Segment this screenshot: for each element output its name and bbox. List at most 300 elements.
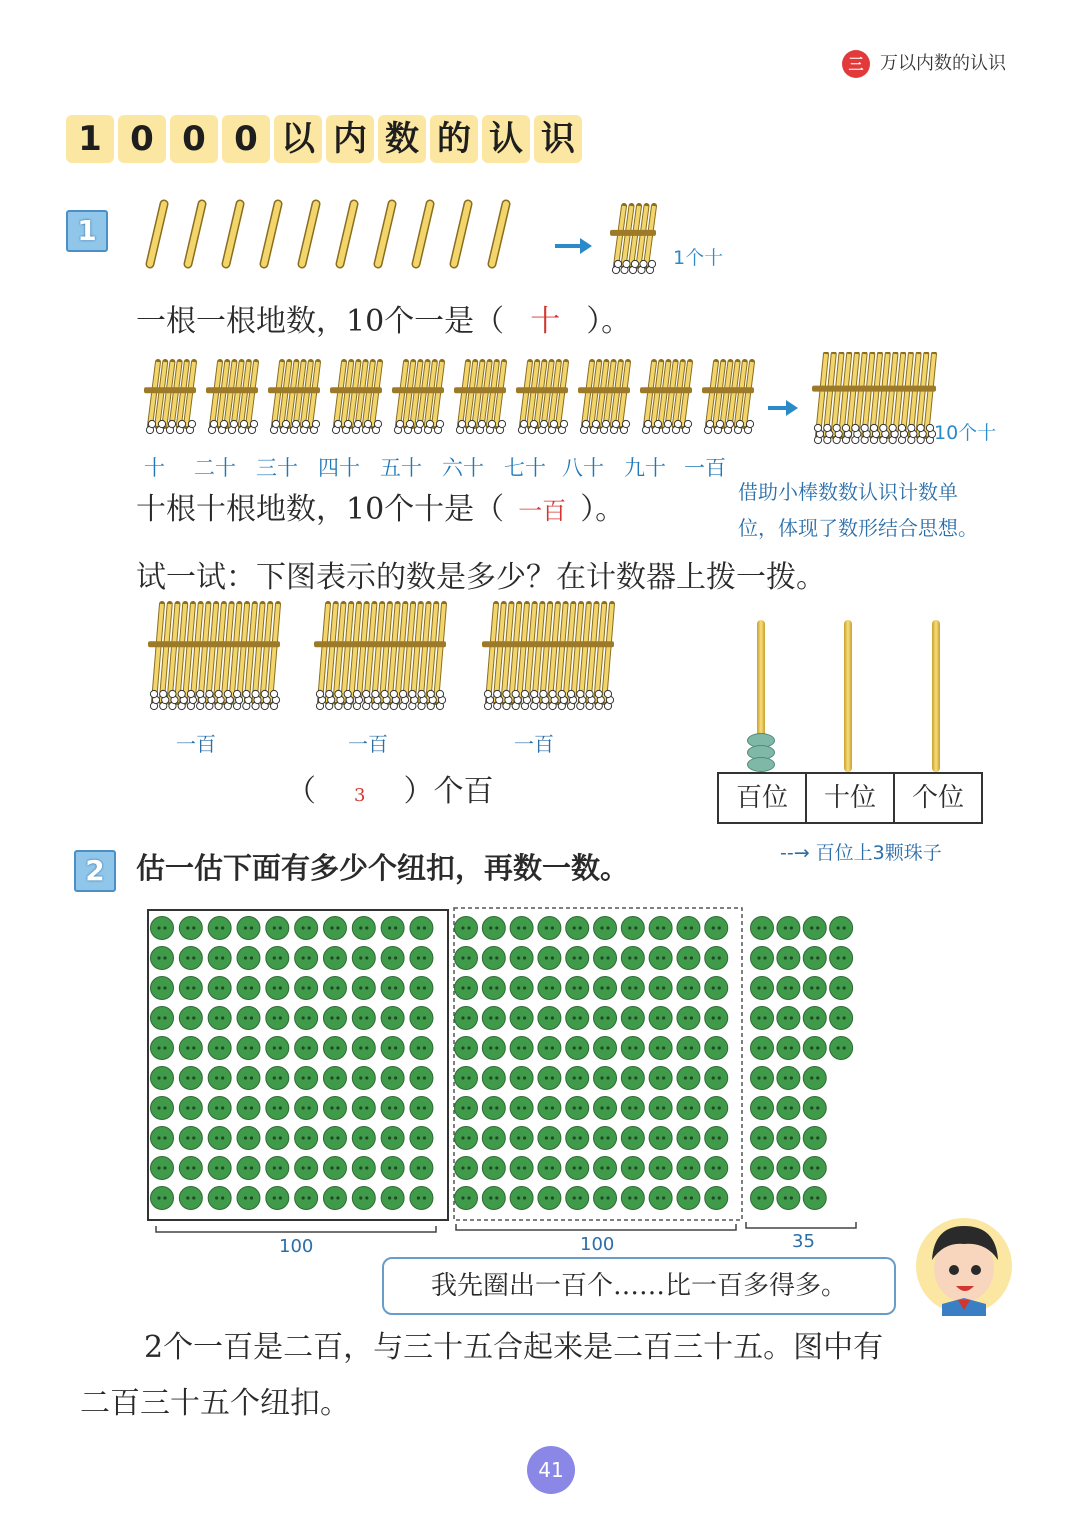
button-item	[830, 977, 853, 1000]
question-number-2: 2	[74, 850, 116, 892]
button-item	[208, 1007, 231, 1030]
button-item	[566, 1067, 589, 1090]
stick	[492, 204, 506, 264]
button-item	[751, 1127, 774, 1150]
button-item	[482, 917, 505, 940]
button-item	[538, 1187, 561, 1210]
sentence-text: ）。	[586, 304, 632, 339]
button-item	[677, 1067, 700, 1090]
button-item	[803, 1037, 826, 1060]
button-item	[803, 1007, 826, 1030]
button-item	[410, 1037, 433, 1060]
button-item	[705, 1007, 728, 1030]
button-item	[482, 1097, 505, 1120]
conclusion-line-1: 2个一百是二百，与三十五合起来是二百三十五。图中有	[144, 1330, 884, 1365]
button-item	[381, 1067, 404, 1090]
button-item	[677, 1037, 700, 1060]
bundles-row	[144, 362, 754, 434]
button-item	[266, 1037, 289, 1060]
button-item	[482, 977, 505, 1000]
button-item	[455, 947, 478, 970]
ten-bundle	[454, 362, 506, 434]
button-item	[208, 1097, 231, 1120]
child-avatar	[912, 1216, 1016, 1316]
button-item	[830, 1037, 853, 1060]
count-label: 七十	[504, 456, 546, 480]
hundred-bundle	[812, 354, 936, 444]
button-item	[777, 1007, 800, 1030]
hundred-bundle	[482, 604, 614, 710]
stick	[302, 204, 316, 264]
button-item	[621, 1037, 644, 1060]
hundred-bundle	[314, 604, 446, 710]
title-char: 的	[430, 115, 478, 163]
button-item	[295, 1157, 318, 1180]
button-item	[677, 1157, 700, 1180]
button-item	[510, 1067, 533, 1090]
button-item	[295, 1007, 318, 1030]
dashed-arrow-icon: --→	[780, 842, 816, 864]
button-item	[323, 1007, 346, 1030]
button-item	[179, 947, 202, 970]
button-item	[705, 1187, 728, 1210]
button-item	[323, 1157, 346, 1180]
button-item	[566, 1187, 589, 1210]
button-item	[266, 1157, 289, 1180]
button-item	[323, 917, 346, 940]
button-item	[538, 1067, 561, 1090]
title-char: 1	[66, 115, 114, 163]
buttons-illustration	[140, 904, 870, 1258]
button-item	[352, 1037, 375, 1060]
button-item	[266, 1127, 289, 1150]
button-item	[208, 1127, 231, 1150]
button-item	[179, 1127, 202, 1150]
title-char: 内	[326, 115, 374, 163]
count-by-ones-sentence	[136, 302, 631, 342]
button-item	[179, 1037, 202, 1060]
abacus-rod-tens[interactable]	[844, 620, 852, 772]
button-item	[566, 977, 589, 1000]
button-item	[455, 917, 478, 940]
title-char: 认	[482, 115, 530, 163]
ten-bundle-icon	[610, 206, 656, 274]
button-item	[751, 947, 774, 970]
button-item	[381, 1097, 404, 1120]
button-item	[777, 917, 800, 940]
button-item	[705, 1097, 728, 1120]
count-label: 五十	[380, 456, 422, 480]
button-item	[208, 947, 231, 970]
button-item	[705, 977, 728, 1000]
button-item	[323, 1187, 346, 1210]
button-item	[482, 1067, 505, 1090]
button-item	[482, 947, 505, 970]
group-label: 100	[580, 1234, 615, 1255]
button-item	[482, 1187, 505, 1210]
button-item	[594, 1037, 617, 1060]
button-item	[381, 947, 404, 970]
conclusion-line-2: 二百三十五个纽扣。	[80, 1386, 350, 1421]
button-item	[151, 947, 174, 970]
title-char: 数	[378, 115, 426, 163]
button-item	[482, 1007, 505, 1030]
answer-hundred: 一百	[518, 497, 567, 525]
button-item	[482, 1157, 505, 1180]
button-item	[208, 917, 231, 940]
button-item	[455, 1127, 478, 1150]
place-tens: 十位	[807, 774, 895, 822]
button-item	[538, 1037, 561, 1060]
bundle-label: 1个十	[673, 247, 724, 269]
button-item	[510, 1187, 533, 1210]
hundred-label: 一百	[348, 732, 388, 756]
button-item	[510, 1157, 533, 1180]
button-item	[179, 1157, 202, 1180]
button-item	[594, 947, 617, 970]
abacus-place-table	[717, 772, 983, 824]
button-item	[237, 1067, 260, 1090]
ten-bundle	[578, 362, 630, 434]
button-item	[830, 917, 853, 940]
button-item	[151, 1007, 174, 1030]
button-item	[266, 1067, 289, 1090]
button-item	[830, 947, 853, 970]
button-item	[621, 1007, 644, 1030]
button-item	[381, 977, 404, 1000]
brace	[456, 1224, 736, 1230]
button-item	[323, 947, 346, 970]
button-item	[266, 1187, 289, 1210]
hundred-label: 一百	[176, 732, 216, 756]
button-item	[594, 977, 617, 1000]
button-item	[566, 1007, 589, 1030]
single-sticks	[150, 204, 506, 264]
button-item	[777, 1037, 800, 1060]
button-item	[777, 1127, 800, 1150]
button-item	[237, 1187, 260, 1210]
title-char: 以	[274, 115, 322, 163]
button-item	[510, 1007, 533, 1030]
title-char: 识	[534, 115, 582, 163]
button-item	[237, 1157, 260, 1180]
ten-bundle	[640, 362, 692, 434]
button-item	[295, 1037, 318, 1060]
button-item	[295, 1127, 318, 1150]
button-item	[649, 1187, 672, 1210]
button-item	[381, 1127, 404, 1150]
tip-line: 借助小棒数数认识计数单	[738, 480, 958, 504]
hundred-bundles-illustration	[140, 598, 620, 723]
button-item	[751, 977, 774, 1000]
title-char: 0	[222, 115, 270, 163]
brace	[156, 1226, 436, 1232]
button-item	[410, 977, 433, 1000]
title-char: 0	[118, 115, 166, 163]
button-item	[594, 1157, 617, 1180]
button-item	[621, 1127, 644, 1150]
button-item	[266, 1097, 289, 1120]
stick	[188, 204, 202, 264]
button-item	[323, 1127, 346, 1150]
button-item	[566, 917, 589, 940]
button-item	[410, 1187, 433, 1210]
button-item	[151, 1127, 174, 1150]
button-item	[566, 1097, 589, 1120]
abacus-note	[780, 838, 942, 865]
arrow-icon	[768, 400, 798, 416]
button-item	[381, 1157, 404, 1180]
button-item	[538, 917, 561, 940]
button-item	[538, 977, 561, 1000]
single-sticks-illustration	[140, 196, 760, 286]
button-item	[677, 1097, 700, 1120]
abacus-bead[interactable]	[747, 757, 775, 772]
button-item	[381, 1037, 404, 1060]
group-label: 100	[279, 1236, 314, 1257]
button-item	[777, 1157, 800, 1180]
count-label: 十	[144, 456, 165, 480]
page-number: 41	[527, 1446, 575, 1494]
button-item	[538, 1007, 561, 1030]
button-item	[151, 1037, 174, 1060]
ten-bundle	[330, 362, 382, 434]
title-char: 0	[170, 115, 218, 163]
button-item	[179, 917, 202, 940]
button-item	[705, 1067, 728, 1090]
button-item	[621, 1157, 644, 1180]
button-item	[295, 947, 318, 970]
button-item	[510, 1127, 533, 1150]
answer-ten: 十	[530, 304, 561, 339]
count-label: 八十	[562, 456, 604, 480]
button-item	[352, 1007, 375, 1030]
count-label: 二十	[194, 456, 236, 480]
tip-line: 位，体现了数形结合思想。	[738, 516, 978, 540]
button-item	[295, 977, 318, 1000]
button-item	[594, 1007, 617, 1030]
button-item	[352, 977, 375, 1000]
button-item	[381, 1007, 404, 1030]
bundle-count-labels	[140, 452, 740, 482]
button-item	[751, 1067, 774, 1090]
button-item	[455, 1037, 478, 1060]
button-item	[295, 1067, 318, 1090]
question-number-1: 1	[66, 210, 108, 252]
button-item	[803, 1187, 826, 1210]
button-item	[352, 947, 375, 970]
group-label: 35	[792, 1231, 815, 1252]
button-item	[621, 947, 644, 970]
sentence-text: ）。	[580, 492, 626, 527]
button-item	[323, 1037, 346, 1060]
button-item	[381, 1187, 404, 1210]
sentence-text: 十根十根地数，10个十是（	[136, 492, 505, 527]
button-item	[410, 1127, 433, 1150]
stick	[454, 204, 468, 264]
try-it-prompt: 试一试：下图表示的数是多少？在计数器上拨一拨。	[136, 560, 826, 595]
button-item	[705, 917, 728, 940]
button-item	[455, 1187, 478, 1210]
ten-bundle	[144, 362, 196, 434]
button-item	[323, 1067, 346, 1090]
button-item	[237, 1007, 260, 1030]
brace	[746, 1222, 856, 1228]
button-item	[510, 977, 533, 1000]
button-item	[237, 947, 260, 970]
button-item	[803, 917, 826, 940]
button-item	[751, 1157, 774, 1180]
button-item	[830, 1007, 853, 1030]
button-item	[208, 1187, 231, 1210]
count-label: 九十	[624, 456, 666, 480]
count-by-tens-sentence	[136, 490, 625, 531]
place-ones: 个位	[911, 783, 964, 813]
button-item	[649, 1007, 672, 1030]
button-item	[510, 917, 533, 940]
button-item	[237, 1127, 260, 1150]
button-item	[777, 947, 800, 970]
count-label: 四十	[318, 456, 360, 480]
button-item	[266, 977, 289, 1000]
button-item	[266, 917, 289, 940]
button-item	[777, 977, 800, 1000]
button-item	[677, 947, 700, 970]
hundred-label: 一百	[514, 732, 554, 756]
stick	[150, 204, 164, 264]
button-item	[151, 1067, 174, 1090]
arrow-icon	[555, 238, 592, 254]
button-item	[151, 977, 174, 1000]
button-item	[295, 917, 318, 940]
button-item	[803, 1157, 826, 1180]
button-item	[566, 947, 589, 970]
button-item	[352, 917, 375, 940]
button-item	[677, 977, 700, 1000]
sentence-text: 一根一根地数，10个一是（	[136, 304, 505, 339]
button-item	[538, 1097, 561, 1120]
stick	[264, 204, 278, 264]
unit-badge: 三	[842, 50, 870, 78]
button-item	[208, 977, 231, 1000]
answer-hundreds: 3	[354, 785, 366, 806]
button-item	[455, 1097, 478, 1120]
button-item	[803, 977, 826, 1000]
button-item	[410, 947, 433, 970]
ten-bundles-illustration	[140, 352, 960, 452]
button-item	[237, 917, 260, 940]
button-item	[538, 1127, 561, 1150]
abacus-rod-ones[interactable]	[932, 620, 940, 772]
button-item	[705, 1157, 728, 1180]
button-item	[179, 1187, 202, 1210]
button-item	[295, 1187, 318, 1210]
button-item	[482, 1127, 505, 1150]
big-bundle-label: 10个十	[934, 422, 997, 444]
button-item	[677, 917, 700, 940]
speech-bubble: 我先圈出一百个……比一百多得多。	[382, 1257, 896, 1315]
button-item	[179, 1067, 202, 1090]
button-item	[649, 1067, 672, 1090]
button-item	[566, 1157, 589, 1180]
stick	[416, 204, 430, 264]
count-label: 一百	[684, 456, 726, 480]
place-hundreds: 百位	[719, 774, 807, 822]
button-item	[803, 1067, 826, 1090]
ten-bundle	[516, 362, 568, 434]
teaching-tip	[738, 474, 978, 546]
button-item	[352, 1187, 375, 1210]
button-item	[179, 1097, 202, 1120]
button-item	[151, 1187, 174, 1210]
button-item	[649, 1157, 672, 1180]
hundreds-answer-line	[286, 772, 493, 816]
button-item	[594, 1187, 617, 1210]
lesson-title	[66, 115, 582, 165]
button-item	[705, 1037, 728, 1060]
button-item	[151, 917, 174, 940]
button-item	[237, 1037, 260, 1060]
button-item	[410, 917, 433, 940]
bundle	[610, 206, 656, 274]
button-item	[323, 1097, 346, 1120]
button-item	[777, 1187, 800, 1210]
button-item	[777, 1067, 800, 1090]
button-item	[594, 1067, 617, 1090]
button-item	[594, 1127, 617, 1150]
button-item	[179, 977, 202, 1000]
button-item	[455, 1157, 478, 1180]
button-item	[352, 1127, 375, 1150]
hundred-bundle	[148, 604, 280, 710]
button-item	[777, 1097, 800, 1120]
button-item	[323, 977, 346, 1000]
button-item	[751, 1007, 774, 1030]
button-item	[649, 1097, 672, 1120]
button-item	[803, 1127, 826, 1150]
button-item	[538, 947, 561, 970]
button-item	[266, 947, 289, 970]
button-item	[381, 917, 404, 940]
button-item	[621, 977, 644, 1000]
button-item	[677, 1187, 700, 1210]
button-item	[566, 1127, 589, 1150]
button-item	[751, 1097, 774, 1120]
ten-bundle	[702, 362, 754, 434]
button-item	[482, 1037, 505, 1060]
button-item	[237, 1097, 260, 1120]
button-item	[510, 1097, 533, 1120]
button-item	[621, 1097, 644, 1120]
button-item	[621, 1067, 644, 1090]
button-item	[621, 1187, 644, 1210]
ten-bundle	[268, 362, 320, 434]
button-item	[208, 1067, 231, 1090]
hundred-bundle-icon	[812, 354, 936, 444]
button-item	[410, 1097, 433, 1120]
button-item	[594, 917, 617, 940]
button-item	[538, 1157, 561, 1180]
button-item	[649, 1127, 672, 1150]
button-item	[621, 917, 644, 940]
button-item	[751, 917, 774, 940]
button-item	[410, 1007, 433, 1030]
button-item	[649, 947, 672, 970]
question-2-prompt: 估一估下面有多少个纽扣，再数一数。	[136, 851, 630, 885]
button-item	[455, 1007, 478, 1030]
stick	[226, 204, 240, 264]
button-item	[594, 1097, 617, 1120]
